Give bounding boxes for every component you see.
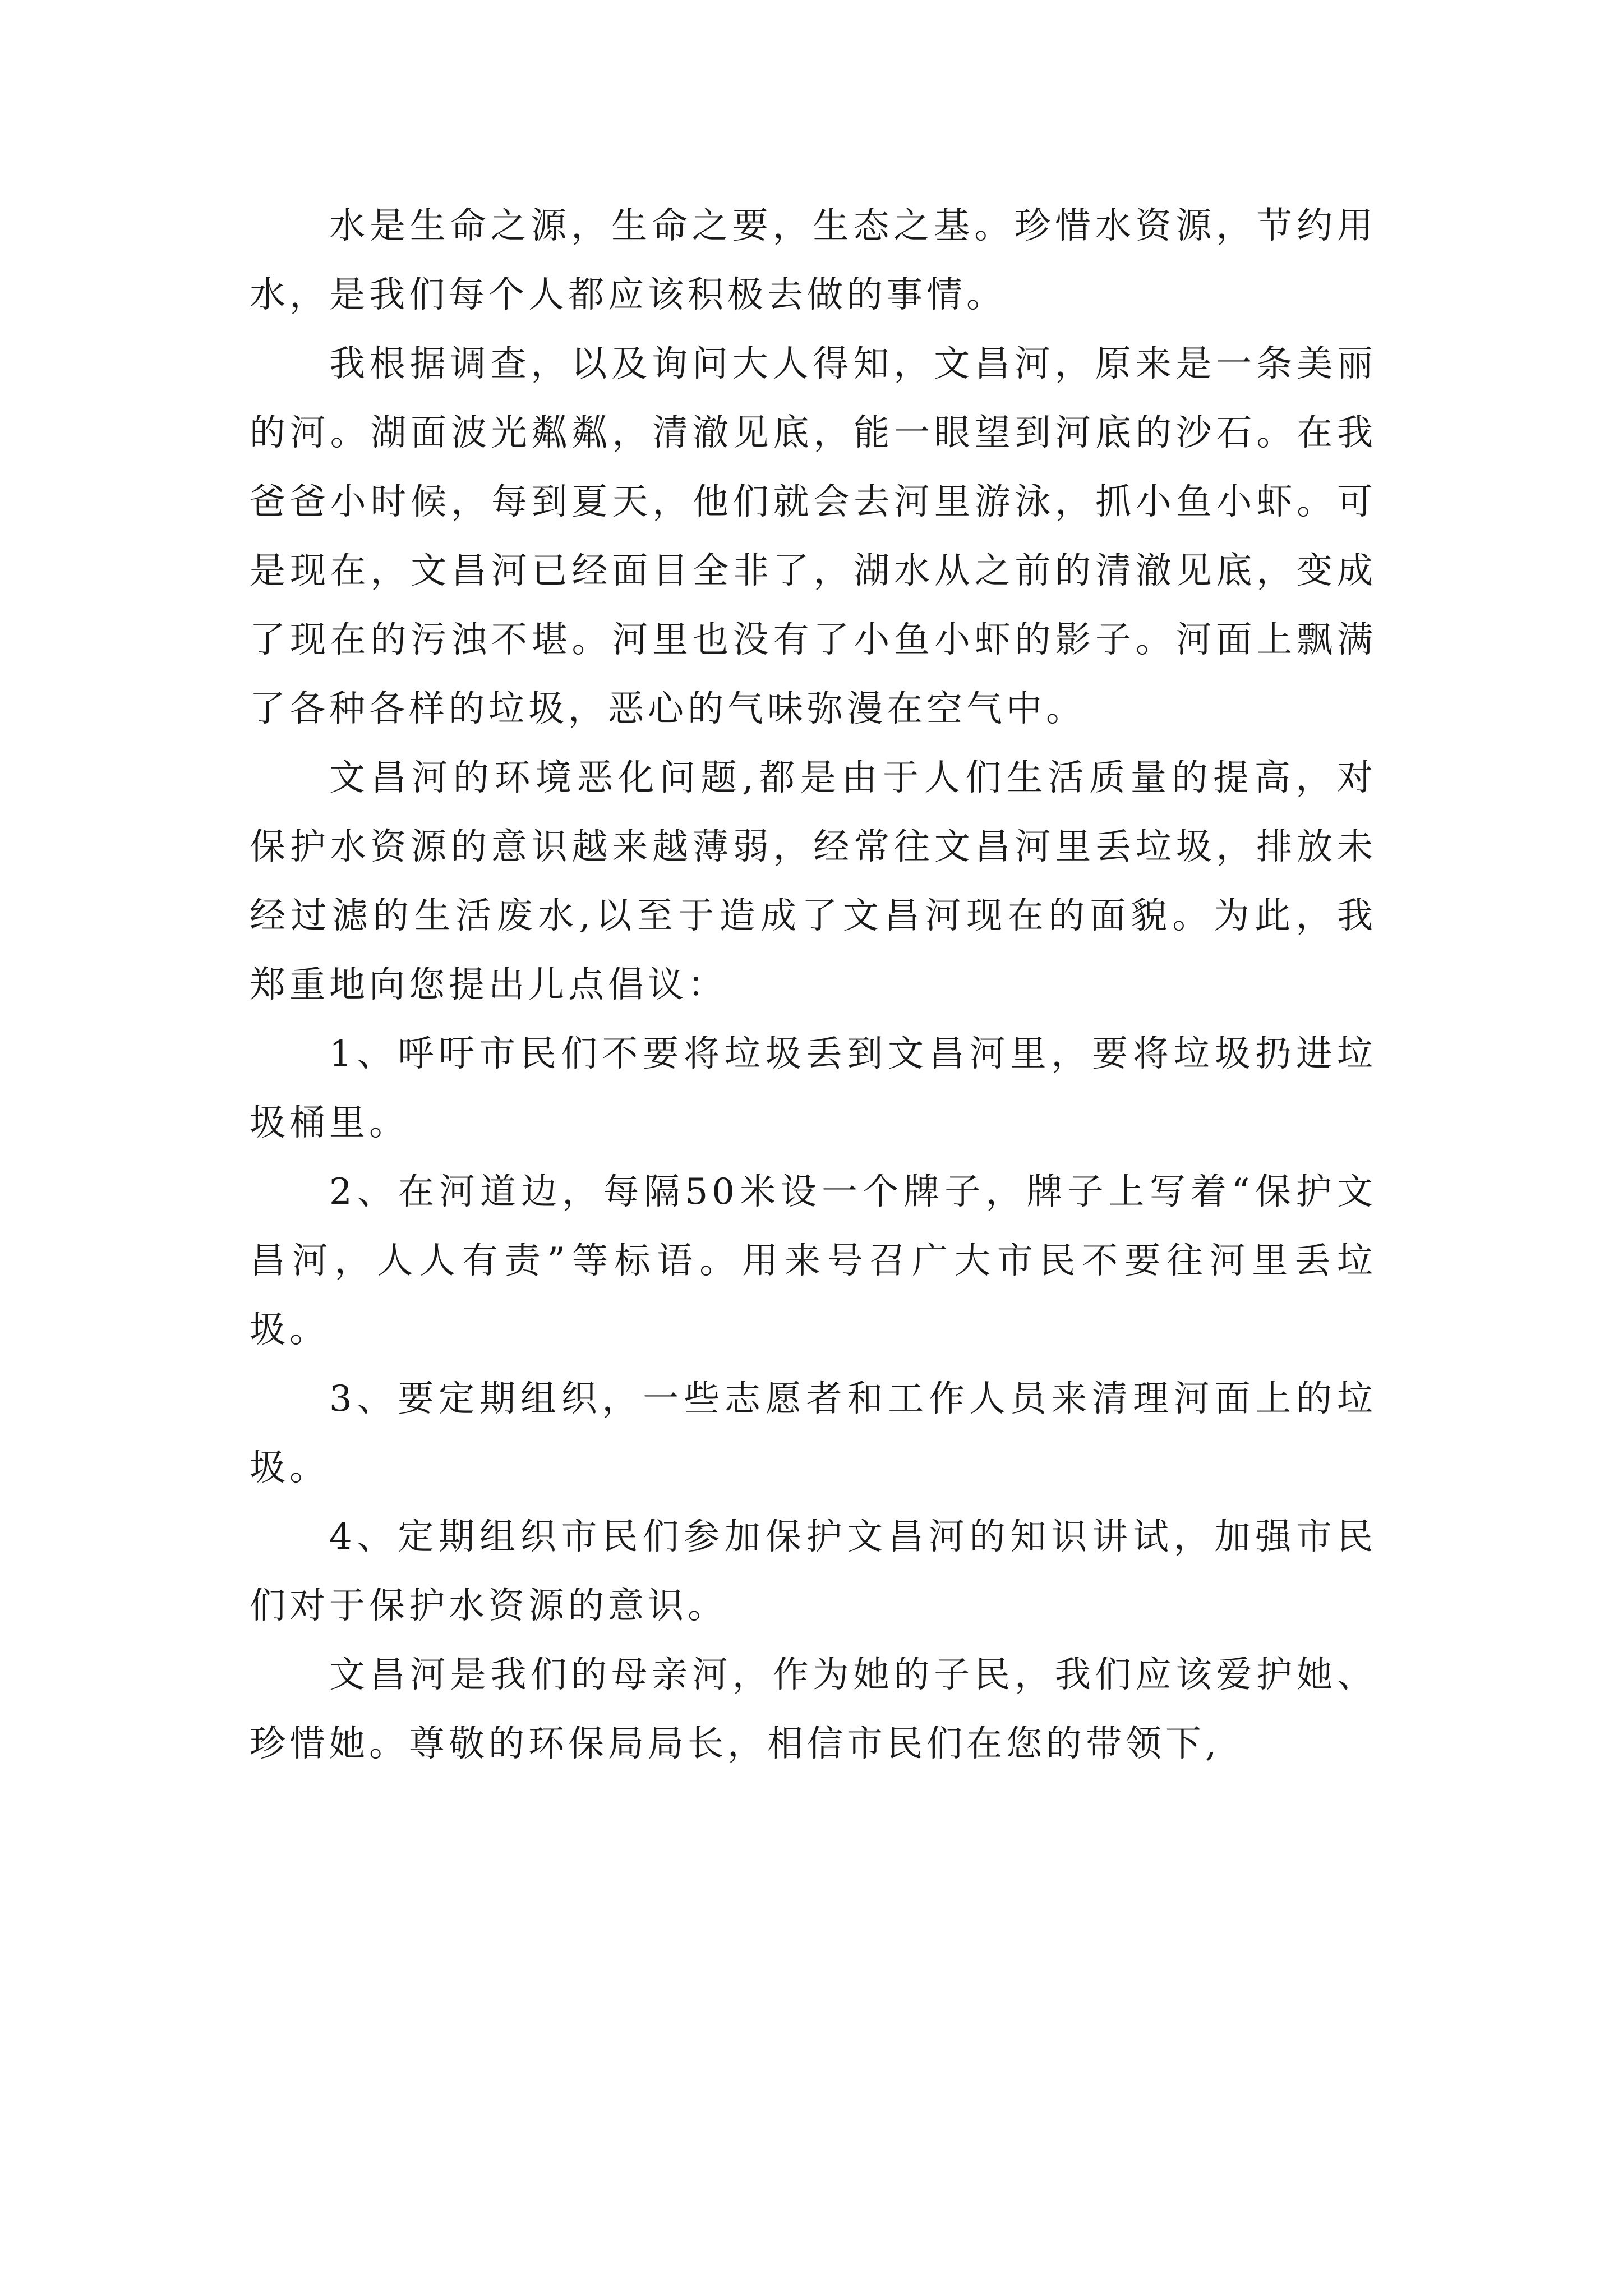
proposal-item-4: 4、定期组织市民们参加保护文昌河的知识讲试，加强市民们对于保护水资源的意识。: [250, 1516, 1377, 1627]
document-body: [250, 192, 1377, 1779]
proposal-item-1: 1、呼吁市民们不要将垃圾丢到文昌河里，要将垃圾扔进垃圾桶里。: [250, 1033, 1377, 1144]
proposal-item-3: 3、要定期组织，一些志愿者和工作人员来清理河面上的垃圾。: [250, 1378, 1377, 1489]
paragraph-intro: 水是生命之源，生命之要，生态之基。珍惜水资源，节约用水，是我们每个人都应该积极去做的事情。: [250, 205, 1377, 316]
paragraph-closing: 文昌河是我们的母亲河，作为她的子民，我们应该爱护她、珍惜她。尊敬的环保局局长，相信市民们在您的带领下,: [250, 1654, 1377, 1765]
paragraph-causes: 文昌河的环境恶化问题,都是由于人们生活质量的提高，对保护水资源的意识越来越薄弱，经常往文昌河里丢垃圾，排放未经过滤的生活废水,以至于造成了文昌河现在的面貌。为此，我郑重地向您提出儿点倡议：: [250, 757, 1377, 1006]
paragraph-river-history: 我根据调查，以及询问大人得知，文昌河，原来是一条美丽的河。湖面波光粼粼，清澈见底，能一眼望到河底的沙石。在我爸爸小时候，每到夏天，他们就会去河里游泳，抓小鱼小虾。可是现在，文昌河已经面目全非了，湖水从之前的清澈见底，变成了现在的污浊不堪。河里也没有了小鱼小虾的影子。河面上飘满了各种各样的垃圾，恶心的气味弥漫在空气中。: [250, 343, 1377, 730]
proposal-item-2: 2、在河道边，每隔50米设一个牌子，牌子上写着“保护文昌河，人人有责”等标语。用来号召广大市民不要往河里丢垃圾。: [250, 1171, 1377, 1351]
